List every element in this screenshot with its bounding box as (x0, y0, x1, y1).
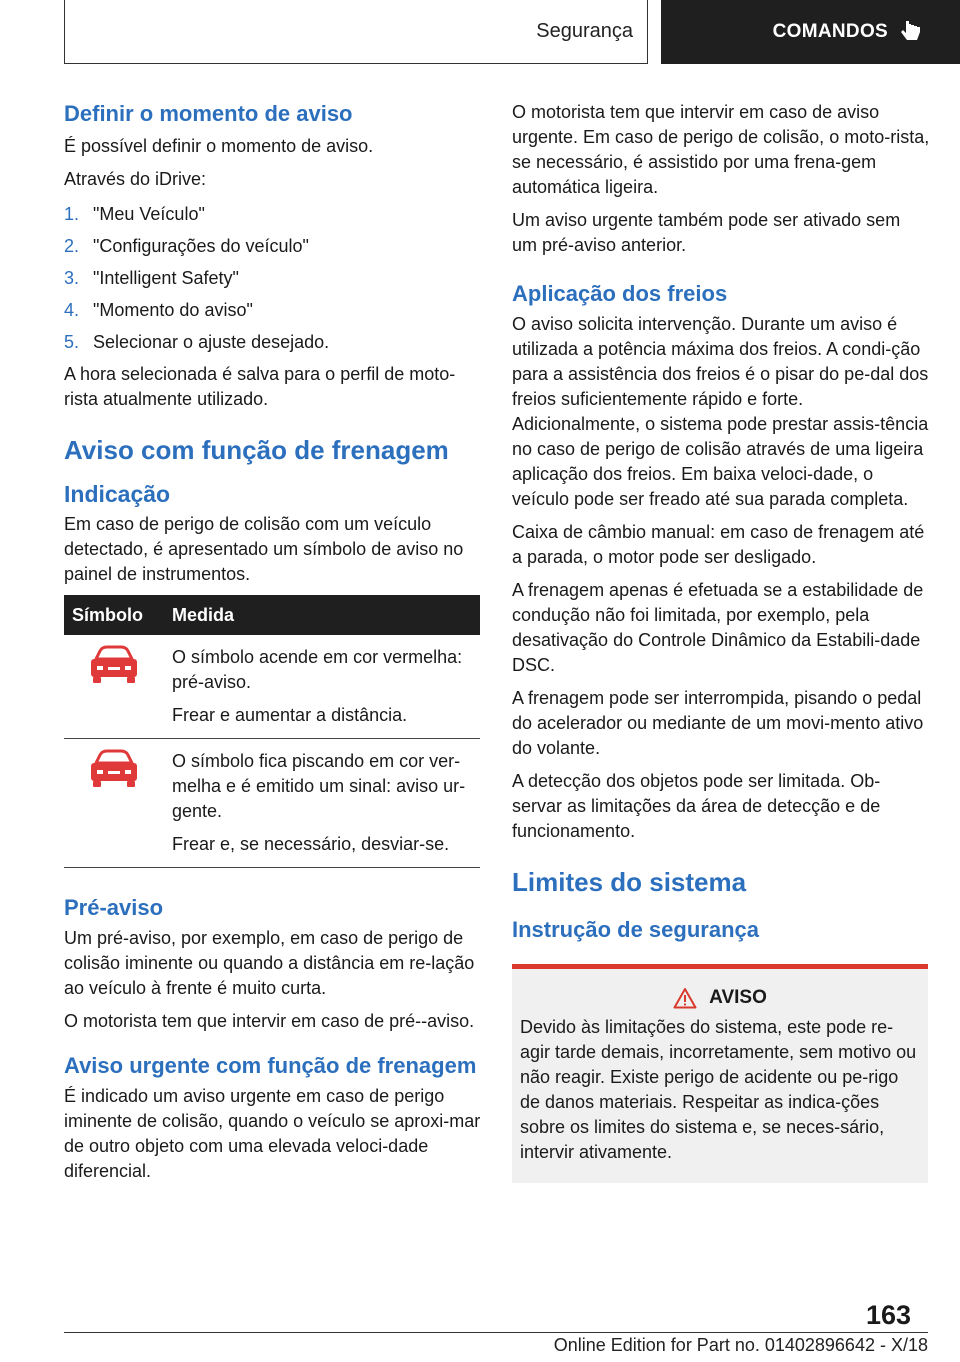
list-item (64, 298, 482, 323)
footer-edition: Online Edition for Part no. 01402896642 - X/18 (553, 1335, 928, 1355)
list-item (64, 266, 482, 291)
warning-title: AVISO (709, 987, 767, 1008)
table-header-measure: Medida (164, 595, 480, 635)
measure-text: O símbolo acende em cor vermelha: pré-aviso. (172, 647, 463, 692)
warning-text: Devido às limitações do sistema, este pode re-agir tarde demais, incorretamente, sem motivo ou não reagir. Existe perigo de acidente ou pe-rigo de danos materiais. Respeitar as indica-ções sobre os limites do sistema e, se neces-sário, intervir ativamente. (520, 1017, 917, 1162)
heading-indication: Indicação (64, 481, 171, 507)
heading-system-limits: Limites do sistema (512, 867, 747, 897)
measure-cell (164, 739, 480, 868)
table-row (64, 739, 480, 868)
paragraph: A hora selecionada é salva para o perfil de moto-rista atualmente utilizado. (64, 364, 456, 409)
paragraph: A frenagem pode ser interrompida, pisando o pedal do acelerador ou mediante de um movi-mento ativo do volante. (512, 688, 924, 758)
warning-box (512, 964, 928, 1183)
paragraph: É possível definir o momento de aviso. (64, 136, 374, 156)
page-number: 163 (866, 1300, 912, 1330)
heading-define-warning-time: Definir o momento de aviso (64, 101, 353, 126)
step-number: 2. (64, 236, 80, 256)
step-number: 5. (64, 332, 80, 352)
step-text: "Configurações do veículo" (93, 236, 309, 256)
warning-triangle-icon (673, 987, 697, 1009)
measure-cell (164, 635, 480, 739)
symbol-table (64, 595, 480, 868)
symbol-cell (64, 739, 164, 868)
paragraph: Em caso de perigo de colisão com um veículo detectado, é apresentado um símbolo de aviso no painel de instrumentos. (64, 514, 464, 584)
step-number: 4. (64, 300, 80, 320)
step-text: "Momento do aviso" (93, 300, 253, 320)
hand-pointer-icon (900, 19, 924, 45)
paragraph: Através do iDrive: (64, 169, 207, 189)
footer-divider (64, 1332, 928, 1333)
step-text: "Meu Veículo" (93, 204, 205, 224)
paragraph: É indicado um aviso urgente em caso de perigo iminente de colisão, quando o veículo se aproxi-mar de outro objeto com uma elevada veloci-dade diferencial. (64, 1086, 481, 1181)
step-text: Selecionar o ajuste desejado. (93, 332, 330, 352)
paragraph: Um aviso urgente também pode ser ativado sem um pré-aviso anterior. (512, 210, 901, 255)
steps-list (64, 202, 482, 355)
heading-safety-instruction: Instrução de segurança (512, 917, 759, 942)
car-warning-icon (88, 749, 140, 789)
right-column (512, 100, 930, 1183)
heading-pre-warning: Pré-aviso (64, 895, 164, 920)
heading-brake-application: Aplicação dos freios (512, 281, 728, 306)
list-item (64, 202, 482, 227)
measure-text: Frear e aumentar a distância. (172, 705, 408, 725)
header-chapter-box (661, 0, 960, 64)
list-item (64, 234, 482, 259)
table-row (64, 635, 480, 739)
paragraph: Um pré-aviso, por exemplo, em caso de perigo de colisão iminente ou quando a distância em re-lação ao veículo à frente é muito curta. (64, 928, 475, 998)
step-number: 1. (64, 204, 80, 224)
step-number: 3. (64, 268, 80, 288)
car-warning-icon (88, 645, 140, 685)
paragraph: O motorista tem que intervir em caso de aviso urgente. Em caso de perigo de colisão, o moto-rista, se necessário, é assistido por uma frena-gem automática ligeira. (512, 102, 930, 197)
paragraph: Caixa de câmbio manual: em caso de frenagem até a parada, o motor pode ser desligado. (512, 522, 925, 567)
header-chapter-title: COMANDOS (772, 21, 888, 42)
list-item (64, 330, 482, 355)
step-text: "Intelligent Safety" (93, 268, 239, 288)
heading-urgent-warning: Aviso urgente com função de frenagem (64, 1053, 477, 1078)
left-column (64, 100, 482, 1192)
heading-brake-warning: Aviso com função de frenagem (64, 435, 449, 465)
measure-text: Frear e, se necessário, desviar-se. (172, 834, 450, 854)
header-section-title: Segurança (536, 20, 633, 42)
symbol-cell (64, 635, 164, 739)
table-header-symbol: Símbolo (64, 595, 164, 635)
measure-text: O símbolo fica piscando em cor ver-melha e é emitido um sinal: aviso ur-gente. (172, 751, 466, 821)
paragraph: A detecção dos objetos pode ser limitada. Ob-servar as limitações da área de detecção e de funcionamento. (512, 771, 881, 841)
header-section-box (64, 0, 648, 64)
paragraph: O motorista tem que intervir em caso de pré--aviso. (64, 1011, 475, 1031)
warning-title-row (520, 987, 920, 1009)
paragraph: O aviso solicita intervenção. Durante um aviso é utilizada a potência máxima dos freios. A condi-ção para a assistência dos freios é o pisar do pe-dal dos freios suficientemente rápido e forte. Adicionalmente, o sistema pode prestar assis-tência no caso de perigo de colisão através de uma ligeira aplicação dos freios. Em baixa veloci-dade, o veículo pode ser freado até sua parada completa. (512, 314, 929, 509)
paragraph: A frenagem apenas é efetuada se a estabilidade de condução não foi limitada, por exemplo, pela desativação do Controle Dinâmico da Estabili-dade DSC. (512, 580, 924, 675)
